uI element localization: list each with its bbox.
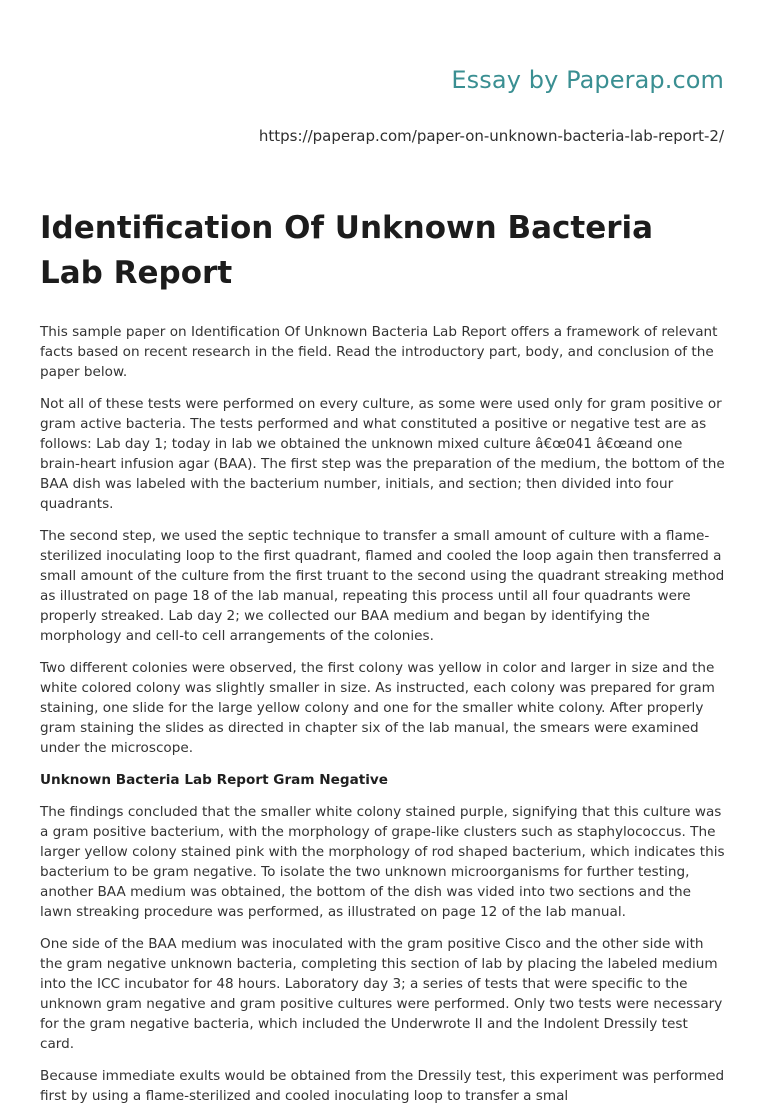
paragraph-truncated: Because immediate exults would be obtained from the Dressily test, this experiment was performed first by using a flame-sterilized and cooled inoculating loop to transfer a smal	[40, 1068, 725, 1104]
section-subheading: Unknown Bacteria Lab Report Gram Negative	[40, 772, 388, 788]
paragraph: One side of the BAA medium was inoculated with the gram positive Cisco and the other side with the gram negative unknown bacteria, completing this section of lab by placing the labeled medium into the ICC incubator for 48 hours. Laboratory day 3; a series of tests that were specific to the unknown gram negative and gram positive cultures were performed. Only two tests were necessary for the gram negative bacteria, which included the Underwrote II and the Indolent Dressily test card.	[40, 936, 723, 1052]
paragraph: Not all of these tests were performed on every culture, as some were used only for gram positive or gram active bacteria. The tests performed and what constituted a positive or negative test are as follows: Lab day 1; today in lab we obtained the unknown mixed culture â€œ041 â€œand one brain-heart infusion agar (BAA). The first step was the preparation of the medium, the bottom of the BAA dish was labeled with the bacterium number, initials, and section; then divided into four quadrants.	[40, 396, 725, 512]
source-url[interactable]: https://paperap.com/paper-on-unknown-bacteria-lab-report-2/	[258, 127, 724, 145]
paragraph: Two different colonies were observed, the first colony was yellow in color and larger in size and the white colored colony was slightly smaller in size. As instructed, each colony was prepared for gram staining, one slide for the large yellow colony and one for the smaller white colony. After properly gram staining the slides as directed in chapter six of the lab manual, the smears were examined under the microscope.	[40, 660, 715, 756]
paragraph-intro: This sample paper on Identification Of Unknown Bacteria Lab Report offers a framework of relevant facts based on recent research in the field. Read the introductory part, body, and conclusion of the paper below.	[40, 324, 718, 380]
article-body	[40, 322, 725, 1118]
paragraph: The findings concluded that the smaller white colony stained purple, signifying that this culture was a gram positive bacterium, with the morphology of grape-like clusters such as staphylococcus. The larger yellow colony stained pink with the morphology of rod shaped bacterium, which indicates this bacterium to be gram negative. To isolate the two unknown microorganisms for further testing, another BAA medium was obtained, the bottom of the dish was vided into two sections and the lawn streaking procedure was performed, as illustrated on page 12 of the lab manual.	[40, 804, 725, 920]
site-brand[interactable]: Essay by Paperap.com	[451, 66, 724, 94]
paragraph: The second step, we used the septic technique to transfer a small amount of culture with a flame-sterilized inoculating loop to the first quadrant, flamed and cooled the loop again then transferred a small amount of the culture from the first truant to the second using the quadrant streaking method as illustrated on page 18 of the lab manual, repeating this process until all four quadrants were properly streaked. Lab day 2; we collected our BAA medium and began by identifying the morphology and cell-to cell arrangements of the colonies.	[40, 528, 725, 644]
page-title: Identification Of Unknown Bacteria Lab Report	[40, 210, 654, 291]
